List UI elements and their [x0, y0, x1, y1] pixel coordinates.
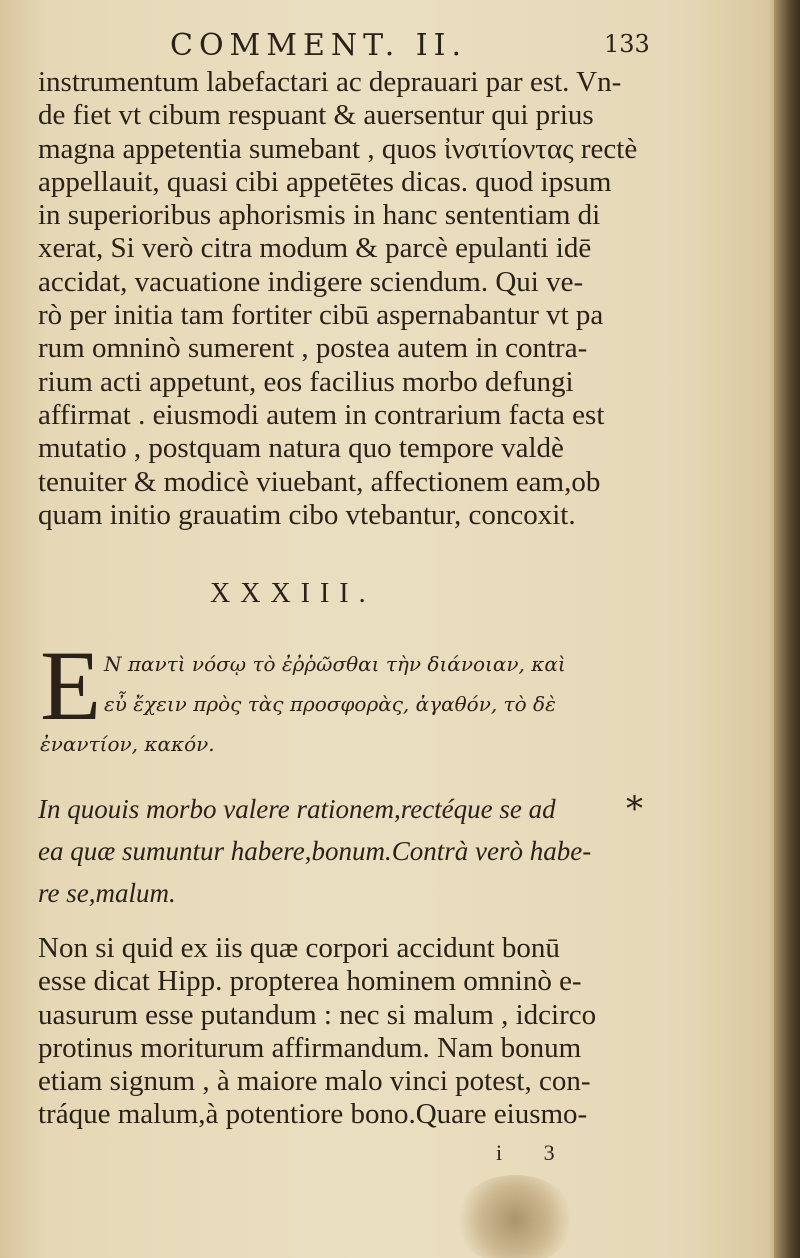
text-line: rum omninò sumerent , postea autem in contra- [38, 332, 588, 365]
italic-line: In quouis morbo valere rationem,rectéque se ad [38, 794, 556, 824]
text-line: appellauit, quasi cibi appetētes dicas. quod ipsum [38, 165, 612, 198]
text-line: accidat, vacuatione indigere sciendum. Qui ve- [38, 265, 584, 298]
text-line: rium acti appetunt, eos facilius morbo defungi [38, 365, 574, 398]
italic-line: re se,malum. [38, 878, 176, 908]
greek-line: ἐναντίον, κακόν. [40, 732, 215, 756]
text-line: mutatio , postquam natura quo tempore valdè [38, 432, 564, 465]
page-number: 133 [604, 30, 650, 58]
text-line: instrumentum labefactari ac deprauari par est. Vn- [38, 66, 622, 98]
greek-line: Ν παντὶ νόσῳ τὸ ἐῤῥῶσθαι τὴν διάνοιαν, καὶ [104, 652, 566, 676]
text-line: in superioribus aphorismis in hanc sententiam di [38, 199, 601, 232]
text-line: xerat, Si verò citra modum & parcè epulanti idē [38, 232, 592, 265]
drop-cap-initial: E [40, 630, 102, 741]
commentary-paragraph-2 [38, 932, 638, 1132]
text-line: affirmat . eiusmodi autem in contrarium facta est [38, 398, 605, 431]
text-line: magna appetentia sumebant , quos ἰνσιτίοντας rectè [38, 132, 638, 165]
text-line: Non si quid ex iis quæ corpori accidunt bonū [38, 932, 560, 964]
greek-line: εὖ ἔχειν πρὸς τὰς προσφορὰς, ἀγαθόν, τὸ δὲ [104, 692, 556, 716]
running-head: COMMENT. II. [170, 28, 468, 63]
text-line: esse dicat Hipp. propterea hominem omninò e- [38, 965, 582, 998]
text-line: de fiet vt cibum respuant & auersentur qui prius [38, 99, 594, 132]
signature-mark: i 3 [496, 1140, 573, 1165]
italic-line: ea quæ sumuntur habere,bonum.Contrà verò habe- [38, 836, 592, 866]
book-spine-shadow [774, 0, 800, 1258]
marginal-asterisk-mark: * [626, 789, 643, 829]
commentary-paragraph-1 [38, 66, 638, 532]
greek-aphorism [40, 644, 644, 764]
latin-aphorism-translation [38, 788, 658, 914]
text-line: quam initio grauatim cibo vtebantur, concoxit. [38, 498, 576, 531]
text-line: uasurum esse putandum : nec si malum , idcirco [38, 998, 597, 1031]
text-line: etiam signum , à maiore malo vinci potest, con- [38, 1065, 591, 1098]
paper-stain [455, 1175, 575, 1258]
text-line: protinus moriturum affirmandum. Nam bonum [38, 1031, 582, 1064]
text-line: rò per initia tam fortiter cibū aspernabantur vt pa [38, 299, 604, 332]
section-number: XXXIII. [210, 578, 376, 609]
text-line: tráque malum,à potentiore bono.Quare eiusmo- [38, 1098, 588, 1131]
text-line: tenuiter & modicè viuebant, affectionem eam,ob [38, 465, 601, 498]
